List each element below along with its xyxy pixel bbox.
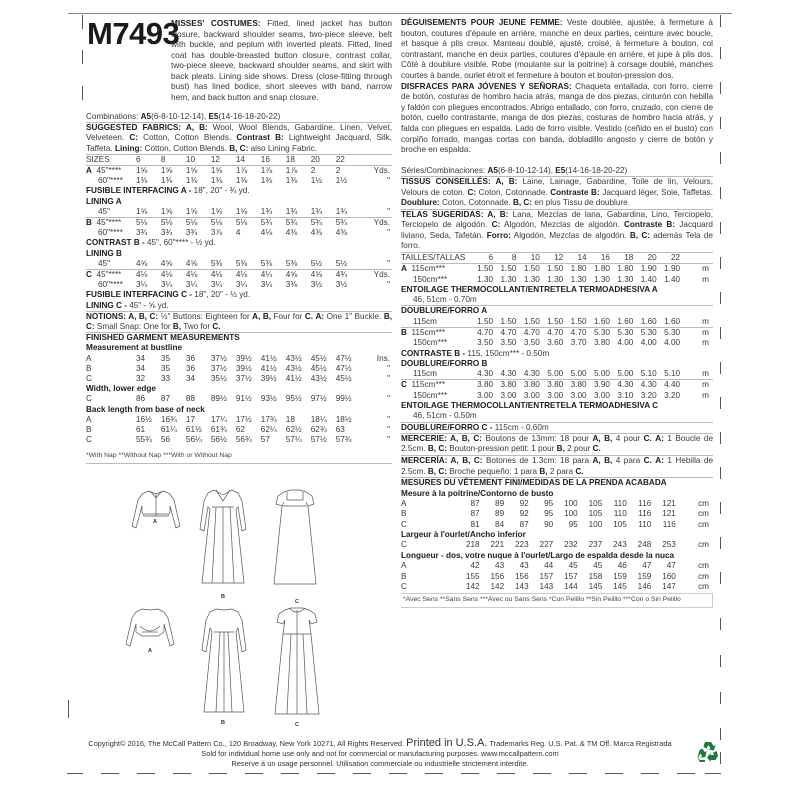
illustration-label: C [295,599,299,605]
tissus-conseilles: TISSUS CONSEILLÉS: A, B: Laine, Lainage, Gabardine, Toile de lin, Velours, Velours de coton. C: Coton, Cotonnade. Contraste B: Jacquard léger, Soie, Taffetas. Doublure: Coton, Cotonnade. B, C: en plus Tissu de doublure. [401,177,713,210]
table-row: A 87 89 92 95 100 105 110 116 121 cm [401,498,709,508]
telas-sugeridas: TELAS SUGERIDAS: A, B: Lana, Mezclas de lana, Gabardina, Lino, Terciopelo, Terciopelo de algodón. C: Algodón, Mezclas de algodón. Contraste B: Jacquard liviano, Seda, Tafetán. Forro: Algodón, Mezclas de algodón. B, C: además Tela de forro. [401,210,713,253]
table-row: B 61 61¼ 61½ 61¾ 62 62¼ 62½ 62¾ 63 " [86,425,390,435]
illustration-coat-b-front [196,487,250,587]
lining-a-title-row: LINING A [86,196,122,206]
measurements-title: FINISHED GARMENT MEASUREMENTS [86,333,240,343]
metric-measurements-table: MESURES DU VÊTEMENT FINI/MEDIDAS DE LA PRENDA ACABADA Mesure à la poitrine/Contorno de busto A 87 89 92 95 100 105 110 116 121 cm B 87 89 92 95 100 105 110 116 121 cm C 81 84 87 90 95 100 105 110 116 cm Largeur à l'ourlet/Ancho inferior C 218 221 223 227 232 237 243 248 253 cm Longueur - dos, votre nuque à l'ourlet/Largo de espalda desde la nuca A 42 43 43 44 45 45 46 47 47 cm B 155 156 156 157 157 158 159 159 160 cm C 142 142 143 143 144 145 145 146 147 cm [401,477,713,592]
table-row: C 32 33 34 35½ 37½ 39½ 41½ 43½ 45½ " [86,374,390,384]
lining-b-title-row: LINING B [86,248,122,258]
table-row: C 86 87 88 89½ 91½ 93½ 95½ 97½ 99½ " [86,394,390,404]
table-row: C 45"**** 4⅛ 4⅛ 4⅛ 4⅛ 4⅛ 4¼ 4⅝ 4⅝ 4¾ Yds. [86,270,390,280]
table-row: B 115cm*** 4.70 4.70 4.70 4.70 4.70 5.30 5.30 5.30 5.30 m [401,327,713,338]
home-use-line: Sold for individual home use only and not for commercial or manufacturing purposes. www.mccallpattern.com [201,749,559,758]
fusible-a-row: FUSIBLE INTERFACING A - 18", 20" - ¾ yd. [86,186,250,196]
table-row: C 81 84 87 90 95 100 105 110 116 cm [401,519,709,529]
pattern-number: M7493 [87,16,180,51]
table-row: A 34 35 36 37½ 39½ 41½ 43½ 45½ 47½ Ins. [86,353,390,363]
copyright-line: Copyright© 2016, The McCall Pattern Co., 120 Broadway, New York 10271, All Rights Reserved. Printed in U.S.A. Trademarks Reg. U.S. Pat. & TM Off. Marca Registrada [88,737,672,749]
illustration-label: B [221,720,225,726]
table-row: A 16½ 16¾ 17 17¼ 17½ 17¾ 18 18¼ 18½ " [86,414,390,424]
table-row: 60"**** 1⅜ 1⅜ 1⅜ 1⅜ 1⅜ 1⅜ 1⅜ 1½ 1½ " [98,176,390,186]
lining-c-row: LINING C - 45" - ⅝ yd. [86,300,169,310]
copyright-footer [60,738,700,769]
spanish-description: DISFRACES PARA JÓVENES Y SEÑORAS: Chaqueta entallada, con forro, cierre de botón, costuras de hombro hacia atrás, manga de dos piezas, cinturón con hebilla y faldón con pliegues encontrados. Abrigo entallado, con forro, cruzado, con cierre de botón, cuello contrastante, manga de dos piezas, costuras de hombro hacia atrás, y falda con pliegues en espalda. Lado de forro visible. Vestido (ceñido en el busto) con corpiño forrado, mangas cortas con banda, dobladillo angosto y cierre de botón y broche en espalda. [401,81,713,155]
pattern-header [86,18,392,102]
english-description: MISSES' COSTUMES: Fitted, lined jacket has button closure, backward shoulder seams, two-piece sleeve, belt with buckle, and peplum with inverted pleats. Fitted, lined coat has double-breasted button closure, contrast collar, two-piece sleeve, backward shoulder seams, and skirt with back pleats. Lining side shows. Dress (close-fitting through bust) has lined bodice, short sleeves with band, narrow hem, and back button and snap closure. [171,18,392,102]
sizes-header-row: TAILLES/TALLAS 6 8 10 12 14 16 18 20 22 [401,253,681,263]
table-row: 115cm 4.30 4.30 4.30 5.00 5.00 5.00 5.00 5.10 5.10 m [413,369,709,379]
table-row: B 155 156 156 157 157 158 159 159 160 cm [401,571,709,581]
illustration-dress-c-back [271,606,323,718]
table-row: C 142 142 143 143 144 145 145 146 147 cm [401,582,709,592]
table-row: 45" 4⅝ 4⅝ 4⅝ 5⅜ 5⅜ 5⅜ 5⅜ 5½ 5½ " [98,258,390,268]
table-row: 150cm*** 1.30 1.30 1.30 1.30 1.30 1.30 1.30 1.40 1.40 m [413,274,709,284]
table-row: A 42 43 43 44 45 45 46 47 47 cm [401,561,709,571]
sizes-header-row: SIZES 6 8 10 12 14 16 18 20 22 [86,154,345,164]
illustration-label: A [153,519,157,525]
table-row: B 34 35 36 37½ 39½ 41½ 43½ 45½ 47½ " [86,363,390,373]
english-instructions-column [86,18,392,464]
table-row: 150cm*** 3.00 3.00 3.00 3.00 3.00 3.00 3.10 3.20 3.20 m [413,390,709,400]
mercerie: MERCERIE: A, B, C: Boutons de 13mm: 18 pour A, B, 4 pour C. A: 1 Boucle de 2.5cm. B, C: Bouton-pression petit: 1 pour B, 2 pour C. [401,433,713,454]
table-row: 150cm*** 3.50 3.50 3.50 3.60 3.70 3.80 4.00 4.00 4.00 m [413,338,709,348]
table-row: A 45"**** 1⅝ 1⅝ 1⅝ 1⅝ 1⅞ 1⅞ 1⅞ 2 2 Yds. [86,166,390,176]
nap-footnote: *With Nap **Without Nap ***With or Without Nap [86,451,232,459]
table-row: C 115cm*** 3.80 3.80 3.80 3.80 3.80 3.90 4.30 4.30 4.40 m [401,380,713,391]
finished-measurements-table: FINISHED GARMENT MEASUREMENTS Measurement at bustline A 34 35 36 37½ 39½ 41½ 43½ 45½ 47½ Ins. B 34 35 36 37½ 39½ 41½ 43½ 45½ 47½ " C 32 33 34 35½ 37½ 39½ 41½ 43½ 45½ " Width, lower edge C 86 87 88 89½ 91½ 93½ 95½ 97½ 99½ " Back length from base of neck A 16½ 16¾ 17 17¼ 17½ 17¾ 18 18¼ 18½ " B 61 61¼ 61½ 61¾ 62 62¼ 62½ 62¾ 63 " C 55¾ 56 56¼ 56½ 56¾ 57 57¼ 57½ 57¾ " [86,333,390,445]
table-row: 60"**** 3¾ 3¾ 3¾ 3⅞ 4 4⅛ 4⅜ 4⅜ 4⅜ " [98,228,390,238]
divider [86,463,392,464]
fusible-c-row: FUSIBLE INTERFACING C - 18", 20" - ½ yd. [86,290,251,300]
recycle-icon [697,740,719,762]
illustration-label: B [221,594,225,600]
contrast-b-row: CONTRAST B - 45", 60"**** - ½ yd. [86,238,216,248]
french-description: DÉGUISEMENTS POUR JEUNE FEMME: Veste doublée, ajustée, à fermeture à bouton, coutures d'épaule en arrière, manche en deux parties, ceinture avec boucle, et basque à plis creux. Manteau doublé, ajusté, croisé, à fermeture à bouton, col contrastant, manche en deux parties, coutures d'épaule en arrière, et jupe à plis dos. Côté à doublure visible. Robe (moulante sur la poitrine) à corsage doublé, manches courtes à bande, ourlet étroit et fermeture à bouton et bouton-pression dos. [401,18,713,80]
sens-footnote: *Avec Sens **Sans Sens ***Avec ou Sans Sens *Con Pelillo **Sin Pelillo ***Con o Sin Pelillo [401,593,713,607]
table-row: 115cm 1.50 1.50 1.50 1.50 1.50 1.60 1.60 1.60 1.60 m [413,316,709,326]
table-row: 60"**** 3¼ 3¼ 3¼ 3¼ 3¼ 3¼ 3⅜ 3½ 3½ " [98,280,390,290]
table-row: 45" 1⅝ 1⅝ 1⅝ 1⅝ 1⅝ 1¾ 1¾ 1¾ 1¾ " [98,206,390,216]
notions: NOTIONS: A, B, C: ½" Buttons: Eighteen for A, B, Four for C. A: One 1" Buckle. B, C: Small Snap: One for B, Two for C. [86,311,393,332]
yardage-table [86,155,392,311]
illustration-coat-b-back [198,606,250,716]
illustration-jacket-a-front [128,488,184,536]
combinations-line: Combinations: A5(6-8-10-12-14), E5(14-16-18-20-22) [86,112,392,123]
illustration-dress-c-front [270,488,320,588]
table-row: B 45"**** 5⅛ 5⅛ 5⅛ 5⅛ 5⅛ 5¾ 5¾ 5¾ 5¾ Yds. [86,218,390,228]
merceria: MERCERÍA: A, B, C: Botones de 1.3cm: 18 para A, B, 4 para C. A: 1 Hebilla de 2.5cm. B, C: Broche pequeño: 1 para B, 2 para C. [401,456,714,476]
table-row: B 87 89 92 95 100 105 110 116 121 cm [401,509,709,519]
illustration-label: A [148,648,152,654]
metric-yardage-table: TAILLES/TALLAS 6 8 10 12 14 16 18 20 22 A 115cm*** 1.50 1.50 1.50 1.50 1.80 1.80 1.80 1.90 1.90 m 150cm*** 1.30 1.30 1.30 1.30 1.30 1.30 1.30 1.40 1.40 m ENTOILAGE THERMOCOLLANT/ENTRETELA TERMOADHESIVA A 46, 51cm - 0.70m DOUBLURE/FORRO A 115cm 1.50 1.50 1.50 1.50 1.50 1.60 1.60 1.60 1.60 m B 115cm*** 4.70 4.70 4.70 4.70 4.70 5.30 5.30 5.30 5.30 m 150cm*** 3.50 3.50 3.50 3.60 3.70 3.80 4.00 4.00 4.00 m CONTRASTE B - 115, 150cm*** - 0.50m DOUBLURE/FORRO B 115cm 4.30 4.30 4.30 5.00 5.00 5.00 5.00 5.10 5.10 m C 115cm*** 3.80 3.80 3.80 3.80 3.80 3.90 4.30 4.30 4.40 m 150cm*** 3.00 3.00 3.00 3.00 3.00 3.00 3.10 3.20 3.20 m ENTOILAGE THERMOCOLLANT/ENTRETELA TERMOADHESIVA C 46, 51cm - 0.50m DOUBLURE/FORRO C - 115cm - 0.60m [401,253,713,433]
french-spanish-instructions-column [401,18,713,608]
reserve-line: Reserve à un usage personnel. Utilisation commerciale ou industrielle strictement interdite. [231,759,529,768]
table-row: C 218 221 223 227 232 237 243 248 253 cm [401,540,709,550]
suggested-fabrics: SUGGESTED FABRICS: A, B: Wool, Wool Blends, Gabardine, Linen, Velvet, Velveteen. C: Cotton, Cotton Blends. Contrast B: Lightweight Jacquard, Silk, Taffeta. Lining: Cotton, Cotton Blends. B, C: also Lining Fabric. [86,123,392,155]
table-row: A 115cm*** 1.50 1.50 1.50 1.50 1.80 1.80 1.80 1.90 1.90 m [401,264,713,275]
combinations-line-fr-es: Séries/Combinaciones: A5(6-8-10-12-14), E5(14-16-18-20-22) [401,166,713,177]
top-border-rule [68,13,732,14]
illustration-label: C [295,722,299,728]
table-row: C 55¾ 56 56¼ 56½ 56¾ 57 57¼ 57½ 57¾ " [86,435,390,445]
